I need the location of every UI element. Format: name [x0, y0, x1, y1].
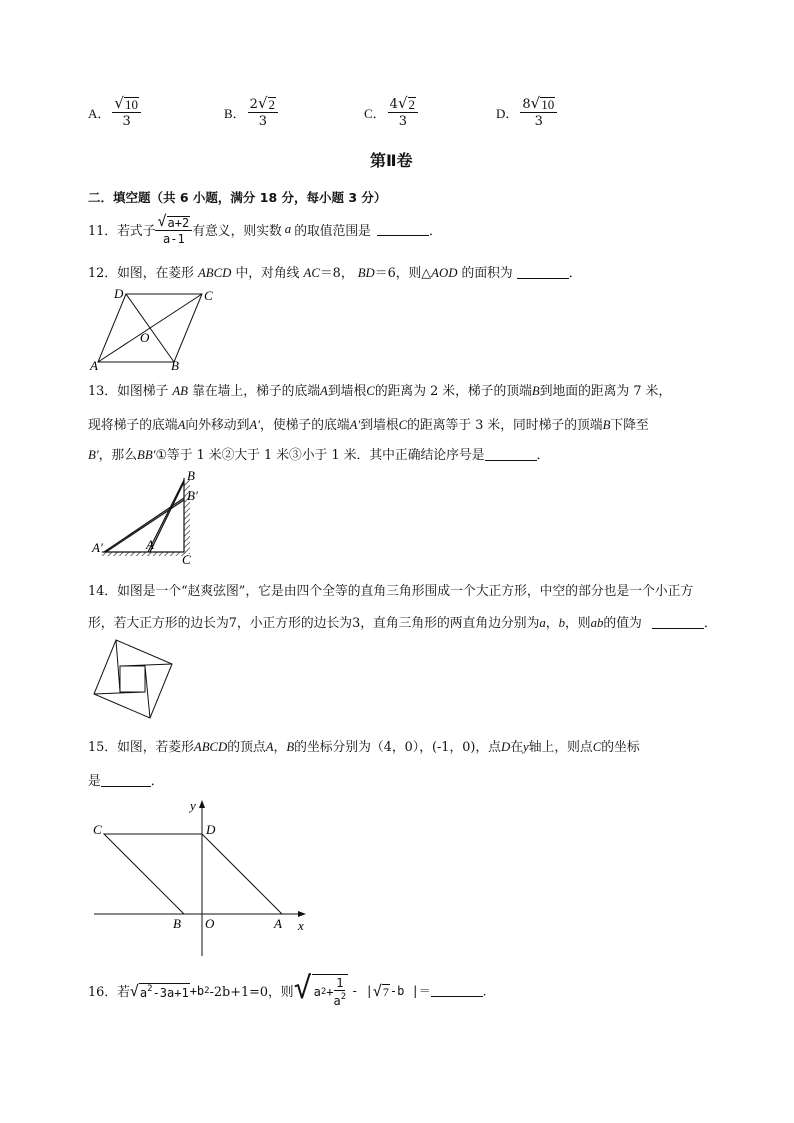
question-number: 11． [88, 224, 118, 239]
variable: C [592, 740, 602, 754]
choice-b [224, 96, 278, 128]
variable: D [500, 740, 511, 754]
text: ， [545, 616, 559, 631]
variable: B [602, 418, 611, 432]
text: ，则 [565, 616, 591, 631]
triangle-edge [116, 640, 120, 692]
denominator: a-1 [163, 232, 185, 246]
choice-a [88, 96, 141, 128]
radical: √ 7 [372, 981, 389, 1000]
label-b: B [173, 916, 181, 931]
question-number: 16． [88, 985, 118, 1000]
triangle-edge [145, 666, 150, 718]
label-b: B [171, 358, 179, 373]
variable: ab [590, 616, 604, 630]
variable: B [531, 384, 540, 398]
fraction: 8 √ 10 3 [520, 96, 557, 128]
coefficient: 2 [249, 97, 258, 112]
text: 下降至 [610, 418, 649, 433]
variable: BD [357, 266, 375, 280]
exponent: 2 [204, 985, 210, 996]
fraction: 4 √ 2 3 [388, 96, 418, 128]
x-axis-arrow [298, 911, 306, 917]
question-11 [88, 214, 442, 245]
variable: A′ [249, 418, 261, 432]
text: 若式子 [117, 224, 156, 239]
fraction [334, 977, 347, 1007]
fraction: √ 10 3 [112, 96, 141, 128]
variable: AB [172, 384, 188, 398]
denominator: 3 [258, 114, 267, 129]
rhombus-figure [88, 284, 218, 374]
choice-d [496, 96, 557, 128]
text: 如图，若菱形 [117, 740, 194, 755]
volume-title: 第Ⅱ卷 [370, 151, 413, 170]
label-a: A [146, 537, 154, 552]
question-number: 14． [88, 584, 118, 599]
variable: A [265, 740, 274, 754]
expr: - | [351, 983, 373, 998]
expr: +b [189, 983, 205, 998]
text: 有意义，则实数 [192, 224, 282, 239]
label-c: C [204, 288, 213, 303]
numerator: 1 [336, 976, 344, 990]
answer-blank[interactable] [101, 774, 151, 787]
ladder-a2b2-edge [106, 500, 184, 552]
fraction: √ a+2 a-1 [155, 214, 192, 245]
text: ，使梯子的底端 [260, 418, 350, 433]
variable: a [284, 222, 292, 236]
label-o: O [140, 330, 150, 345]
question-16 [88, 971, 495, 1008]
variable: ABCD [193, 740, 228, 754]
expr: -2b+1=0，则 [209, 985, 294, 1000]
text: 的坐标分别为（4，0），(-1，0)，点 [294, 740, 501, 755]
label-x: x [298, 918, 304, 933]
text: 到墙根 [360, 418, 399, 433]
section-title: 二．填空题（共 6 小题，满分 18 分，每小题 3 分） [88, 190, 387, 205]
text: 到地面的距离为 7 米， [539, 384, 672, 399]
text: 如图梯子 [117, 384, 169, 399]
zhao-shuang-diagram [90, 634, 180, 724]
question-14-line-1 [88, 580, 693, 599]
expr: -3a+1 [152, 985, 189, 1000]
question-15-line-2 [88, 770, 164, 789]
question-12 [88, 262, 582, 281]
denominator: 3 [398, 114, 407, 129]
answer-blank[interactable] [517, 266, 569, 279]
text: 形，若大正方形的边长为7，小正方形的边长为3，直角三角形的两直角边分别为 [88, 616, 540, 631]
variable: B′ [88, 448, 99, 462]
expr: a [313, 985, 321, 999]
text: ． [150, 774, 164, 789]
text: 如图，在菱形 [117, 266, 194, 281]
text: ，那么 [98, 448, 138, 463]
label-b-prime: B′ [187, 488, 198, 503]
question-number: 12． [88, 266, 118, 281]
variable: A [177, 418, 186, 432]
coefficient: 4 [389, 97, 398, 112]
question-13-line-3 [88, 444, 549, 463]
expr: a [139, 985, 148, 1000]
text: 的取值范围是 [294, 224, 371, 239]
radicand: 10 [541, 97, 555, 112]
y-axis-arrow [199, 800, 205, 808]
answer-blank[interactable] [485, 448, 537, 461]
ladder-a2b2 [104, 498, 184, 552]
variable: b [558, 616, 565, 630]
radicand: 2 [408, 97, 416, 112]
radicand: 2 [268, 97, 276, 112]
exponent: 2 [340, 992, 347, 1002]
question-14-line-2 [88, 612, 717, 631]
label-c: C [182, 552, 191, 567]
text: ． [536, 448, 550, 463]
radicand: 10 [124, 97, 138, 112]
choice-label: B． [224, 105, 246, 121]
variable: AOD [431, 266, 458, 280]
variable: C [398, 418, 408, 432]
question-number: 15． [88, 740, 118, 755]
variable: C [366, 384, 375, 398]
text: 的面积为 [461, 266, 513, 281]
variable: A′ [349, 418, 361, 432]
radicand: a+2 [167, 216, 190, 230]
text: 靠在墙上，梯子的底端 [192, 384, 321, 399]
exponent: 2 [320, 987, 327, 997]
answer-blank[interactable] [652, 616, 704, 629]
expr: + [326, 985, 334, 999]
denominator: 3 [122, 114, 131, 129]
denominator: 3 [534, 114, 543, 129]
label-a-prime: A′ [92, 540, 103, 555]
variable: ABCD [197, 266, 232, 280]
label-c: C [93, 822, 102, 837]
variable: a [539, 616, 546, 630]
text: ． [482, 984, 495, 998]
answer-blank[interactable] [377, 223, 429, 236]
choice-c [364, 96, 418, 128]
label-o: O [205, 916, 215, 931]
label-a: A [90, 358, 98, 373]
choice-label: D． [496, 105, 519, 121]
inner-square [120, 666, 145, 692]
text: 的距离等于 3 米，同时梯子的顶端 [407, 418, 603, 433]
text: 的距离为 2 米，梯子的顶端 [374, 384, 532, 399]
label-b: B [187, 468, 195, 483]
text: 的值为 [603, 616, 642, 631]
text: ． [428, 224, 442, 239]
triangle-edge [120, 664, 172, 666]
radical: √ $a^2-3a+1$ [129, 981, 189, 1000]
text: 现将梯子的底端 [88, 418, 178, 433]
denominator: a [333, 994, 341, 1008]
variable: A [320, 384, 328, 398]
text: ， [273, 740, 287, 755]
label-d: D [114, 286, 124, 301]
choice-label: A． [88, 105, 111, 121]
question-number: 13． [88, 384, 118, 399]
variable: BB′ [137, 448, 156, 462]
text: ①等于 1 米②大于 1 米③小于 1 米．其中正确结论序号是 [155, 448, 485, 463]
fraction: 2 √ 2 3 [248, 96, 278, 128]
coordinate-figure [88, 794, 318, 964]
variable: B [286, 740, 295, 754]
radicand: 7 [382, 984, 389, 999]
question-15-line-1 [88, 736, 640, 755]
text: 中，对角线 [235, 266, 300, 281]
label-y: y [190, 798, 196, 813]
exponent: 2 [147, 983, 153, 994]
text: 的顶点 [227, 740, 266, 755]
rhombus-abcd [104, 834, 282, 914]
ladder-figure [88, 468, 208, 568]
radical-large: √ a 2 + $\frac{1}{a^2}$ [293, 971, 347, 1008]
question-13-line-2 [88, 414, 649, 433]
text: 轴上，则点 [528, 740, 593, 755]
text: ＝8， [319, 266, 354, 281]
question-13-line-1 [88, 380, 671, 399]
variable: y [523, 740, 529, 754]
coefficient: 8 [522, 97, 531, 112]
text: 若 [117, 985, 130, 1000]
diagonal-bd [126, 294, 174, 362]
choice-label: C． [364, 105, 386, 121]
label-d: D [206, 822, 216, 837]
label-a: A [274, 916, 282, 931]
text: 向外移动到 [185, 418, 250, 433]
text: 的坐标 [601, 740, 640, 755]
text: 在 [510, 740, 524, 755]
text: 到墙根 [327, 384, 367, 399]
text: ＝6，则△ [374, 266, 432, 281]
text: 如图是一个“赵爽弦图”，它是由四个全等的直角三角形围成一个大正方形，中空的部分也是一个小正方 [117, 584, 694, 599]
answer-blank[interactable] [431, 984, 483, 997]
variable: AC [303, 266, 320, 280]
outer-square [94, 640, 172, 718]
expr: -b |＝ [389, 984, 431, 998]
text: ． [703, 616, 717, 631]
text: ． [568, 266, 582, 281]
text: 是 [88, 774, 101, 789]
